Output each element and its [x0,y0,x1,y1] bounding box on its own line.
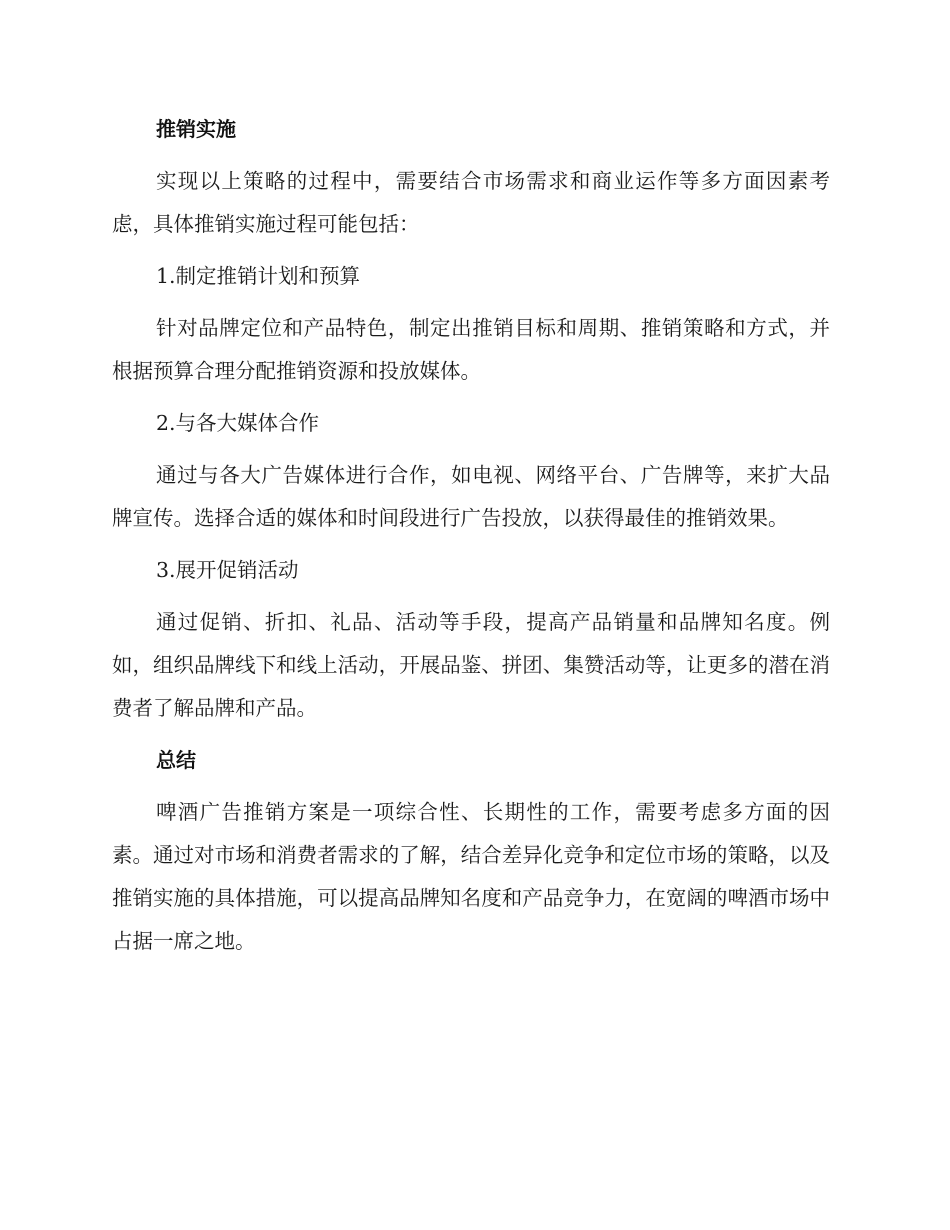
item-title-plan-budget: 1.制定推销计划和预算 [156,264,361,288]
summary-paragraph: 啤酒广告推销方案是一项综合性、长期性的工作，需要考虑多方面的因素。通过对市场和消费者需求的了解，结合差异化竞争和定位市场的策略，以及推销实施的具体措施，可以提高品牌知名度和产品竞争力，在宽阔的啤酒市场中占据一席之地。 [112,800,830,953]
item-title-promotion-activities: 3.展开促销活动 [156,558,299,582]
item-body-media-cooperation: 通过与各大广告媒体进行合作，如电视、网络平台、广告牌等，来扩大品牌宣传。选择合适的媒体和时间段进行广告投放，以获得最佳的推销效果。 [112,463,830,530]
item-body-promotion-activities: 通过促销、折扣、礼品、活动等手段，提高产品销量和品牌知名度。例如，组织品牌线下和线上活动，开展品鉴、拼团、集赞活动等，让更多的潜在消费者了解品牌和产品。 [112,610,830,720]
document-body [112,108,830,972]
implementation-intro-paragraph: 实现以上策略的过程中，需要结合市场需求和商业运作等多方面因素考虑，具体推销实施过程可能包括： [112,169,830,236]
section-heading-summary: 总结 [156,748,196,772]
item-title-media-cooperation: 2.与各大媒体合作 [156,411,320,435]
section-heading-implementation: 推销实施 [156,117,236,141]
item-body-plan-budget: 针对品牌定位和产品特色，制定出推销目标和周期、推销策略和方式，并根据预算合理分配推销资源和投放媒体。 [112,316,830,383]
